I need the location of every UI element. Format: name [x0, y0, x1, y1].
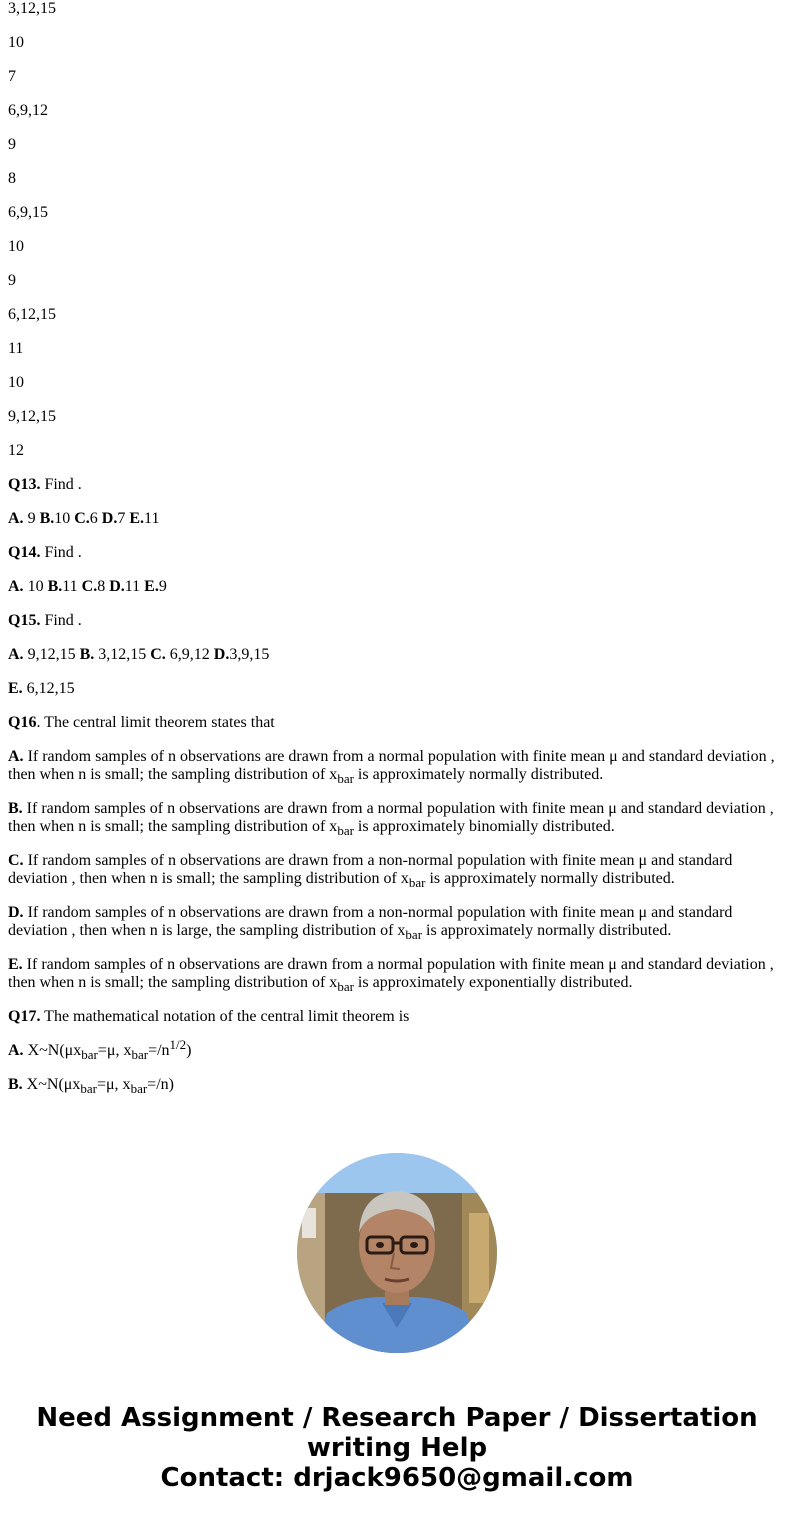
table-row: 6,9,15	[8, 204, 48, 221]
question-number: Q17.	[8, 1008, 41, 1025]
subscript: bar	[131, 1047, 149, 1062]
q13-options	[8, 510, 783, 528]
option-value: 3,9,15	[229, 646, 270, 663]
option-text: If random samples of n observations are drawn from a normal population with finite mean μ and standard deviation , then when n is small; the sampling distribution of x	[8, 956, 774, 991]
promo-line-1: Need Assignment / Research Paper / Dissertation	[36, 1403, 758, 1433]
formula-part: X~N(μx	[23, 1042, 82, 1059]
option-label: B.	[8, 800, 23, 817]
table-row: 10	[8, 34, 24, 51]
subscript: bar	[81, 1047, 98, 1062]
q16-option-b	[8, 800, 783, 836]
option-text: If random samples of n observations are drawn from a non-normal population with finite mean μ and standard deviation , then when n is small; the sampling distribution of x	[8, 852, 733, 887]
option-label: B.	[79, 646, 95, 663]
document-content	[8, 0, 783, 1122]
option-text: is approximately exponentially distributed.	[353, 974, 633, 991]
option-label: D.	[101, 510, 118, 527]
option-label: A.	[8, 1042, 24, 1059]
table-row: 6,9,12	[8, 102, 48, 119]
table-row: 8	[8, 170, 16, 187]
q17-option-a	[8, 1037, 783, 1062]
table-row: 9	[8, 272, 16, 289]
option-value: 10	[23, 578, 48, 595]
option-value: 6,9,12	[165, 646, 214, 663]
question-q15	[8, 612, 783, 630]
formula-part: =/n)	[147, 1076, 174, 1093]
option-label: E.	[8, 956, 23, 973]
subscript: bar	[337, 771, 354, 786]
question-number: Q16	[8, 714, 37, 731]
formula-part: X~N(μx	[22, 1076, 81, 1093]
superscript: 1/2	[169, 1037, 187, 1052]
option-value: 8	[97, 578, 110, 595]
option-value: 9	[158, 578, 167, 595]
subscript: bar	[408, 875, 426, 890]
question-q14	[8, 544, 783, 562]
option-text: If random samples of n observations are drawn from a normal population with finite mean μ and standard deviation , then when n is small; the sampling distribution of x	[8, 800, 774, 835]
option-label: E.	[144, 578, 159, 595]
option-label: D.	[109, 578, 125, 595]
table-row: 11	[8, 340, 24, 357]
q16-option-a	[8, 748, 783, 784]
formula-part: =/n	[148, 1042, 170, 1059]
question-number: Q14.	[8, 544, 41, 561]
question-number: Q13.	[8, 476, 41, 493]
promo-line-2: writing Help	[306, 1433, 488, 1463]
option-text: is approximately binomially distributed.	[353, 818, 615, 835]
question-text: . The central limit theorem states that	[36, 714, 275, 731]
option-text: If random samples of n observations are drawn from a non-normal population with finite mean μ and standard deviation , then when n is large, the sampling distribution of x	[8, 904, 733, 939]
promo-banner	[0, 1403, 794, 1493]
option-label: D.	[213, 646, 230, 663]
option-value: 7	[117, 510, 130, 527]
option-label: E.	[129, 510, 145, 527]
table-row: 10	[8, 238, 24, 255]
option-label: C.	[150, 646, 166, 663]
table-row: 10	[8, 374, 24, 391]
question-q17	[8, 1008, 783, 1026]
option-label: B.	[8, 1076, 23, 1093]
q16-option-e	[8, 956, 783, 992]
question-number: Q15.	[8, 612, 41, 629]
q15-options	[8, 646, 783, 664]
option-value: 11	[62, 578, 82, 595]
q14-options	[8, 578, 783, 596]
option-value: 9,12,15	[23, 646, 80, 663]
option-label: D.	[8, 904, 24, 921]
formula-part: =μ, x	[96, 1076, 131, 1093]
option-label: A.	[8, 578, 24, 595]
option-label: C.	[8, 852, 24, 869]
option-label: A.	[8, 748, 24, 765]
option-text: is approximately normally distributed.	[425, 870, 675, 887]
avatar-portrait	[297, 1153, 497, 1353]
promo-contact: Contact: drjack9650@gmail.com	[160, 1463, 634, 1493]
q16-option-d	[8, 904, 783, 940]
table-row: 7	[8, 68, 16, 85]
question-text: Find .	[40, 476, 82, 493]
subscript: bar	[337, 823, 354, 838]
question-q13	[8, 476, 783, 494]
subscript: bar	[130, 1081, 148, 1096]
option-text: If random samples of n observations are drawn from a normal population with finite mean μ and standard deviation , then when n is small; the sampling distribution of x	[8, 748, 775, 783]
q16-option-c	[8, 852, 783, 888]
question-text: Find .	[40, 612, 82, 629]
option-value: 11	[124, 578, 145, 595]
option-value: 9	[23, 510, 40, 527]
option-label: A.	[8, 510, 24, 527]
subscript: bar	[405, 927, 423, 942]
table-row: 12	[8, 442, 24, 459]
formula-part: =μ, x	[97, 1042, 132, 1059]
option-label: E.	[8, 680, 23, 697]
formula-part: )	[186, 1042, 192, 1059]
table-row: 3,12,15	[8, 0, 56, 17]
question-text: The mathematical notation of the central limit theorem is	[40, 1008, 410, 1025]
option-text: is approximately normally distributed.	[353, 766, 604, 783]
subscript: bar	[80, 1081, 97, 1096]
option-label: B.	[39, 510, 55, 527]
table-row: 9	[8, 136, 16, 153]
table-row: 9,12,15	[8, 408, 56, 425]
option-value: 3,12,15	[94, 646, 151, 663]
option-label: A.	[8, 646, 24, 663]
option-value: 11	[144, 510, 160, 527]
table-row: 6,12,15	[8, 306, 56, 323]
option-value: 6	[89, 510, 102, 527]
subscript: bar	[337, 979, 354, 994]
question-q16	[8, 714, 783, 732]
option-label: B.	[47, 578, 63, 595]
author-avatar	[297, 1153, 497, 1353]
option-value: 10	[54, 510, 75, 527]
q15-option-e	[8, 680, 783, 698]
question-text: Find .	[40, 544, 82, 561]
option-text: is approximately normally distributed.	[422, 922, 672, 939]
q17-option-b	[8, 1076, 783, 1094]
option-label: C.	[74, 510, 90, 527]
option-label: C.	[81, 578, 98, 595]
option-value: 6,12,15	[22, 680, 75, 697]
